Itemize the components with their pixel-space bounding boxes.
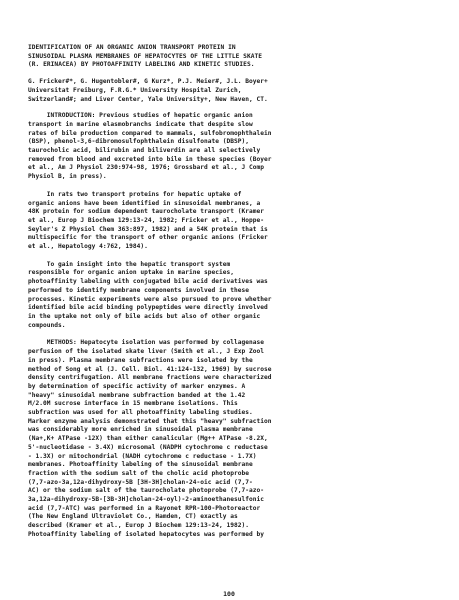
- text-line: 5'-nucleotidase - 3.4X) microsomal (NADPH cytochrome c reductase: [28, 443, 268, 451]
- text-line: taurocholic acid, bilirubin and biliverdin are all selectively: [28, 147, 261, 155]
- author-block: [28, 78, 431, 104]
- title-line: (R. ERINACEA) BY PHOTOAFFINITY LABELING AND KINETIC STUDIES.: [28, 61, 255, 69]
- text-line: transport in marine elasmobranchs indicate that despite slow: [28, 120, 253, 128]
- title-line: IDENTIFICATION OF AN ORGANIC ANION TRANSPORT PROTEIN IN: [28, 44, 236, 51]
- text-line: in press). Plasma membrane subfractions were isolated by the: [28, 356, 253, 364]
- abstract-body: [28, 44, 431, 540]
- text-line: perfusion of the isolated skate liver (Smith et al., J Exp Zool: [28, 348, 264, 356]
- text-line: AC) or the sodium salt of the taurocholate photoprobe (7,7-azo-: [28, 487, 264, 495]
- author-line: Universitat Freiburg, F.R.G.* University Hospital Zurich,: [28, 86, 242, 94]
- author-line: G. Fricker#*, G. Hugentobler#, G Kurz*, P.J. Meier#, J.L. Boyer+: [28, 78, 268, 86]
- text-line: processes. Kinetic experiments were also pursued to prove whether: [28, 295, 272, 303]
- text-line: Seyler's Z Physiol Chem 363:897, 1982) and a 54K protein that is: [28, 225, 268, 233]
- text-line: et al., Europ J Biochem 129:13-24, 1982; Fricker et al., Hoppe-: [28, 216, 264, 224]
- text-line: 3a,12a-dihydroxy-5B-[3B-3H]cholan-24-oyl)-2-aminoethanesulfonic: [28, 496, 264, 504]
- text-line: acid (7,7-ATC) was performed in a Rayonet RPR-100-Photoreactor: [28, 504, 261, 512]
- aims-paragraph: [28, 261, 431, 331]
- text-line: performed to identify membrane components involved in these: [28, 286, 249, 294]
- text-line: identified bile acid binding polypeptides were directly involved: [28, 304, 268, 312]
- text-line: fraction with the sodium salt of the cholic acid photoprobe: [28, 469, 249, 477]
- text-line: To gain insight into the hepatic transport system: [28, 260, 231, 268]
- methods-paragraph: [28, 339, 431, 539]
- page-number: 100: [223, 590, 235, 598]
- text-line: responsible for organic anion uptake in marine species,: [28, 269, 234, 277]
- text-line: photoaffinity labeling with conjugated bile acid derivatives was: [28, 278, 268, 286]
- text-line: by determination of specific activity of marker enzymes. A: [28, 382, 246, 390]
- text-line: (BSP), phenol-3,6-dibromosulfophthalein disulfonate (DBSP),: [28, 138, 249, 146]
- title-line: SINUSOIDAL PLASMA MEMBRANES OF HEPATOCYTES OF THE LITTLE SKATE: [28, 52, 263, 60]
- text-line: "heavy" sinusoidal membrane subfraction banded at the 1.42: [28, 391, 246, 399]
- text-line: removed from blood and excreted into bile in these species (Boyer: [28, 155, 272, 163]
- text-line: membranes. Photoaffinity labeling of the sinusoidal membrane: [28, 461, 253, 469]
- text-line: compounds.: [28, 321, 66, 329]
- text-line: et al., Hepatology 4:762, 1984).: [28, 243, 148, 251]
- text-line: in the uptake not only of bile acids but also of other organic: [28, 312, 261, 320]
- text-line: In rats two transport proteins for hepatic uptake of: [28, 190, 242, 198]
- text-line: organic anions have been identified in sinusoidal membranes, a: [28, 199, 261, 207]
- text-line: method of Song et al (J. Cell. Biol. 41:124-132, 1969) by sucrose: [28, 365, 272, 373]
- text-line: multispecific for the transport of other organic anions (Fricker: [28, 234, 268, 242]
- text-line: 48K protein for sodium dependent taurocholate transport (Kramer: [28, 208, 264, 216]
- text-line: et al., Am J Physiol 230:974-98, 1976; Grossbard et al., J Comp: [28, 164, 264, 172]
- text-line: METHODS: Hepatocyte isolation was performed by collagenase: [28, 339, 264, 347]
- text-line: subfraction was used for all photoaffinity labeling studies.: [28, 409, 253, 417]
- text-line: described (Kramer et al., Europ J Biochem 129:13-24, 1982).: [28, 522, 249, 530]
- text-line: Photoaffinity labeling of isolated hepatocytes was performed by: [28, 530, 264, 538]
- text-line: (Na+,K+ ATPase -12X) than either canalicular (Mg++ ATPase -8.2X,: [28, 435, 268, 443]
- introduction-paragraph: [28, 112, 431, 182]
- text-line: Marker enzyme analysis demonstrated that this "heavy" subfraction: [28, 417, 272, 425]
- rat-proteins-paragraph: [28, 191, 431, 252]
- text-line: INTRODUCTION: Previous studies of hepatic organic anion: [28, 112, 253, 120]
- text-line: rates of bile production compared to mammals, sulfobromophthalein: [28, 129, 272, 137]
- text-line: (7,7-azo-3a,12a-dihydroxy-5B [3H-3H]cholan-24-oic acid (7,7-: [28, 478, 253, 486]
- text-line: M/2.0M sucrose interface in 15 membrane isolations. This: [28, 400, 238, 408]
- text-line: - 1.3X) or mitochondrial (NADH cytochrome c reductase - 1.7X): [28, 452, 257, 460]
- abstract-title: [28, 44, 431, 70]
- text-line: Physiol B, in press).: [28, 173, 107, 181]
- text-line: density centrifugation. All membrane fractions were characterized: [28, 374, 272, 382]
- author-line: Switzerland#; and Liver Center, Yale University+, New Haven, CT.: [28, 95, 268, 103]
- text-line: (The New England Ultraviolet Co., Hamden, CT) exactly as: [28, 513, 238, 521]
- text-line: was considerably more enriched in sinusoidal plasma membrane: [28, 426, 253, 434]
